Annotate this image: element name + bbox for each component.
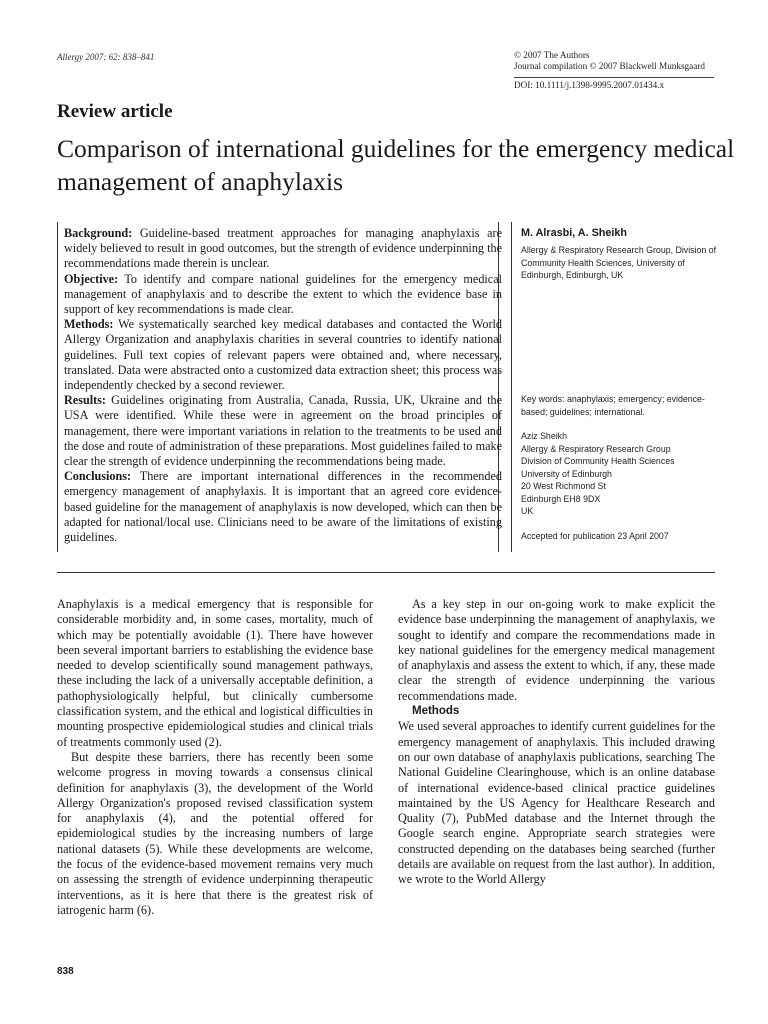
body-paragraph: But despite these barriers, there has recently been some welcome progress in moving towards a consensus clinical definition for anaphylaxis (3), the development of the World Allergy Organization's proposed revised classification system for anaphylaxis (4), and the potential offered for epidemiological studies by the increasing numbers of large national datasets (5). While these developments are welcome, the focus of the evidence-based movement remains very much on assessing the strength of evidence underpinning therapeutic interventions, as it is here that there is the greatest risk of iatrogenic harm (6). [57, 749, 373, 917]
author-names: M. Alrasbi, A. Sheikh [521, 227, 627, 239]
corr-line: UK [521, 506, 534, 516]
corr-line: University of Edinburgh [521, 468, 612, 479]
abstract-conclusions-label: Conclusions: [64, 469, 132, 484]
abstract-background-text: Guideline-based treatment approaches for managing anaphylaxis are widely believed to result in good outcomes, but the strength of evidence underpinning the recommendations made therein is unclear. [64, 226, 503, 271]
doi: DOI: 10.1111/j.1398-9995.2007.01434.x [514, 80, 665, 90]
abstract-results [64, 393, 502, 469]
author-sidebar [511, 222, 727, 552]
body-paragraph: We used several approaches to identify current guidelines for the emergency management of anaphylaxis. This included drawing on our own database of anaphylaxis publications, searching The National Guideline Clearinghouse, which is an online database of international evidence-based clinical practice guidelines maintained by the US Agency for Healthcare Research and Quality (7), PubMed database and the Internet through the Google search engine. Appropriate search strategies were constructed depending on the databases being searched (further details are available on request from the last author). In addition, we wrote to the World Allergy [398, 719, 715, 887]
corr-line: 20 West Richmond St [521, 481, 606, 491]
abstract-background [64, 226, 502, 272]
abstract-methods-label: Methods: [64, 317, 114, 332]
abstract-divider [57, 572, 715, 573]
corr-name: Aziz Sheikh [521, 431, 567, 441]
body-paragraph: As a key step in our on-going work to make explicit the evidence base underpinning the management of anaphylaxis, we sought to identify and compare the recommendations made in key national guidelines for the emergency medical management of anaphylaxis and assess the extent to which, if any, these made clear the strength of evidence underpinning the various recommendations made. [398, 597, 715, 703]
article-type: Review article [57, 101, 173, 122]
abstract-methods-text: We systematically searched key medical databases and contacted the World Allergy Organization and anaphylaxis charities in several countries to identify national guidelines. Full text copies of relevant papers were obtained and, where necessary, translated. Data were abstracted onto a customized data extraction sheet; this process was independently checked by a second reviewer. [64, 317, 502, 393]
body-column-left [57, 597, 373, 918]
body-paragraph: Anaphylaxis is a medical emergency that is responsible for considerable morbidity and, in some cases, mortality, much of which may be potentially avoidable (1). There have however been several important barriers to establishing the evidence base needed to develop scientifically sound management pathways, these including the lack of a universally acceptable definition, a pathophysiologically helpful, but clinically cumbersome classification system, and the ethical and logistical difficulties in mounting prospective epidemiological studies and clinical trials of treatments commonly used (2). [57, 597, 373, 749]
author-affiliation: Allergy & Respiratory Research Group, Division of Community Health Sciences, University of Edinburgh, Edinburgh, UK [521, 245, 717, 280]
abstract-objective-text: To identify and compare national guidelines for the emergency medical management of anaphylaxis and to describe the extent to which the evidence base in support of key recommendations is made clear. [64, 271, 502, 317]
abstract-results-text: Guidelines originating from Australia, Canada, Russia, UK, Ukraine and the USA were identified. While these were in agreement on the broad principles of management, there were important variations in relation to the treatments to be used and the dose and route of administration of these preparations. Most guidelines failed to make clear the strength of evidence underpinning the recommendations being made. [64, 393, 503, 469]
body-column-right [398, 597, 715, 888]
abstract-results-label: Results: [64, 393, 106, 408]
accepted-date: Accepted for publication 23 April 2007 [521, 531, 669, 541]
copyright-notice [514, 50, 754, 72]
journal-reference: Allergy 2007: 62: 838–841 [57, 52, 155, 62]
keywords: Key words: anaphylaxis; emergency; evidence-based; guidelines; international. [521, 394, 705, 417]
abstract-background-label: Background: [64, 226, 133, 240]
article-title: Comparison of international guidelines for the emergency medical management of anaphylaxis [57, 134, 735, 196]
corr-line: Edinburgh EH8 9DX [521, 493, 601, 504]
abstract-conclusions-text: There are important international differences in the recommended emergency management of anaphylaxis. It is important that an agreed core evidence-based guideline for the management of anaphylaxis is now developed, which can then be adapted for national/local use. Clinicians need to be aware of the limitations of existing guidelines. [64, 469, 502, 545]
copyright-line-1: © 2007 The Authors [514, 50, 590, 60]
corr-line: Allergy & Respiratory Research Group [521, 443, 671, 454]
copyright-line-2: Journal compilation © 2007 Blackwell Munksgaard [514, 61, 705, 71]
abstract-conclusions [64, 469, 502, 545]
page-number: 838 [57, 966, 74, 977]
abstract-box [57, 222, 503, 552]
abstract-methods [64, 317, 502, 393]
methods-heading: Methods [412, 705, 460, 718]
abstract-objective [64, 272, 502, 318]
corr-line: Division of Community Health Sciences [521, 456, 675, 466]
abstract-objective-label: Objective: [64, 271, 119, 286]
header-divider [514, 77, 714, 78]
correspondence-address [521, 430, 726, 518]
